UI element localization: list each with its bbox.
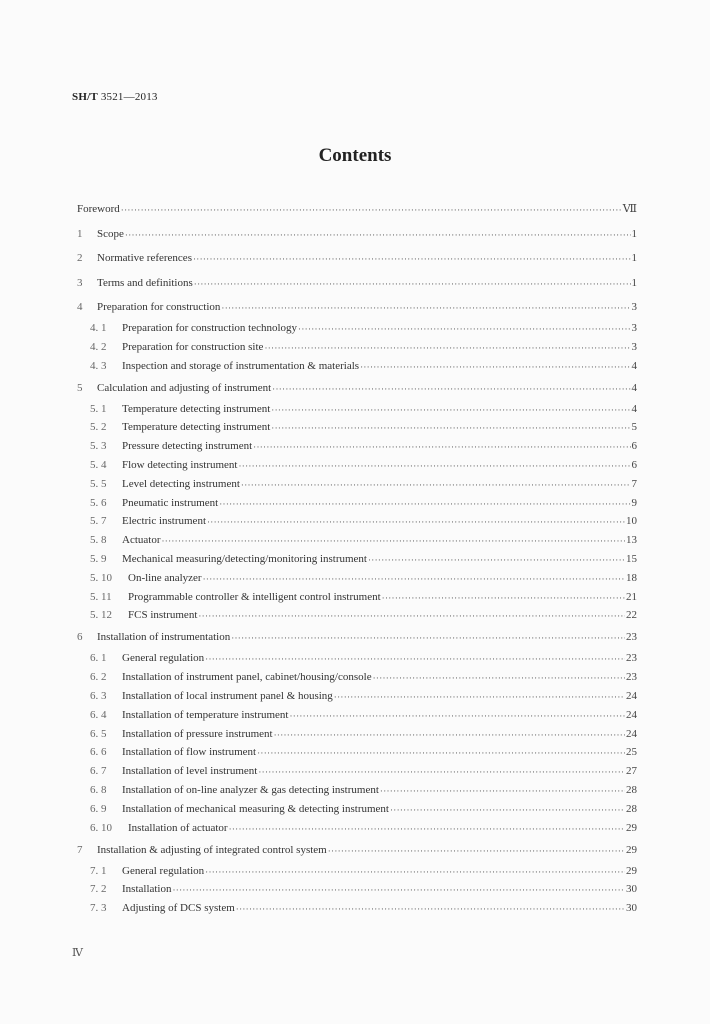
- toc-dot-leader: [368, 554, 625, 566]
- toc-entry-title: Inspection and storage of instrumentation & materials: [122, 359, 360, 372]
- toc-entry[interactable]: [90, 336, 637, 354]
- toc-entry-number: 7. 1: [90, 864, 107, 877]
- toc-entry-page: 6: [631, 459, 637, 471]
- toc-dot-leader: [203, 573, 625, 585]
- toc-entry-page: 29: [626, 821, 637, 834]
- toc-entry-title: Actuator: [122, 534, 161, 547]
- toc-entry[interactable]: [90, 454, 637, 472]
- toc-entry-title: Scope: [97, 227, 124, 240]
- document-code-number: 3521—2013: [100, 91, 158, 103]
- toc-dot-leader: [298, 323, 630, 335]
- toc-entry-page: 18: [626, 571, 637, 584]
- toc-entry-number: 6. 1: [90, 652, 107, 665]
- toc-entry[interactable]: [90, 704, 637, 722]
- toc-dot-leader: [264, 342, 630, 354]
- toc-dot-leader: [121, 204, 622, 216]
- toc-dot-leader: [205, 653, 625, 665]
- toc-entry-title: Installation of flow instrument: [122, 746, 257, 759]
- toc-entry[interactable]: [90, 567, 637, 585]
- toc-entry-title: Installation of instrument panel, cabinet/housing/console: [122, 671, 372, 684]
- toc-entry-title: Temperature detecting instrument: [122, 421, 271, 434]
- toc-entry[interactable]: [90, 817, 637, 835]
- toc-entry[interactable]: [90, 355, 637, 373]
- toc-entry[interactable]: [77, 296, 637, 314]
- toc-dot-leader: [257, 747, 625, 759]
- toc-dot-leader: [360, 361, 630, 373]
- toc-entry-title: Installation of on-line analyzer & gas detecting instrument: [122, 784, 379, 796]
- toc-entry-number: 2: [77, 252, 83, 264]
- toc-entry-page: 5: [631, 421, 637, 434]
- toc-entry[interactable]: [90, 398, 637, 416]
- toc-entry-page: 13: [626, 534, 637, 547]
- toc-entry-page: 9: [631, 496, 637, 509]
- toc-entry-title: Pneumatic instrument: [122, 496, 219, 509]
- document-code-prefix: SH/T: [72, 91, 98, 103]
- toc-entry[interactable]: [90, 317, 637, 335]
- toc-dot-leader: [125, 229, 631, 241]
- toc-entry-title: Pressure detecting instrument: [122, 440, 253, 453]
- toc-dot-leader: [207, 516, 625, 528]
- page-number: Ⅳ: [72, 947, 83, 959]
- toc-entry-title: Flow detecting instrument: [122, 459, 238, 471]
- toc-entry-number: 4. 3: [90, 359, 107, 372]
- toc-entry[interactable]: [90, 779, 637, 797]
- toc-entry-number: 5. 12: [90, 609, 112, 622]
- toc-entry-page: 23: [626, 631, 637, 644]
- toc-entry-title: Installation of level instrument: [122, 765, 258, 778]
- toc-dot-leader: [289, 710, 625, 722]
- toc-dot-leader: [390, 804, 625, 816]
- toc-entry-page: 28: [626, 802, 637, 815]
- toc-entry-title: Preparation for construction technology: [122, 322, 298, 334]
- toc-dot-leader: [271, 404, 630, 416]
- toc-entry[interactable]: [90, 860, 637, 878]
- toc-entry[interactable]: [77, 223, 637, 241]
- toc-entry-number: 6: [77, 631, 83, 644]
- toc-entry-page: 4: [631, 381, 637, 394]
- toc-entry[interactable]: [90, 760, 637, 778]
- toc-dot-leader: [193, 253, 631, 265]
- toc-entry[interactable]: [90, 529, 637, 547]
- toc-entry-title: Installation of temperature instrument: [122, 708, 289, 721]
- toc-dot-leader: [173, 884, 626, 896]
- toc-entry-number: 6. 4: [90, 708, 107, 721]
- toc-entry[interactable]: [90, 685, 637, 703]
- toc-entry-title: Preparation for construction: [97, 301, 221, 313]
- toc-entry-number: 5. 3: [90, 440, 107, 453]
- toc-entry-number: 6. 5: [90, 727, 107, 740]
- toc-entry-number: 1: [77, 227, 83, 240]
- toc-entry-page: 3: [631, 340, 637, 353]
- toc-entry-page: 3: [631, 301, 637, 313]
- toc-entry-title: Programmable controller & intelligent control instrument: [128, 590, 381, 603]
- toc-entry-number: 5. 8: [90, 534, 107, 547]
- toc-entry-title: FCS instrument: [128, 609, 198, 622]
- toc-entry-number: 5. 2: [90, 421, 107, 434]
- toc-entry-page: 21: [626, 590, 637, 603]
- toc-entry-page: 27: [626, 765, 637, 778]
- toc-entry-title: Electric instrument: [122, 515, 206, 528]
- toc-dot-leader: [274, 729, 625, 741]
- toc-entry[interactable]: [77, 377, 637, 395]
- toc-entry-page: Ⅶ: [622, 203, 637, 215]
- toc-entry-page: 4: [631, 402, 637, 415]
- toc-entry-number: 6. 2: [90, 671, 107, 684]
- toc-entry-page: 28: [626, 784, 637, 796]
- toc-entry-page: 25: [626, 746, 637, 759]
- toc-dot-leader: [241, 479, 631, 491]
- toc-entry-title: Installation: [122, 883, 172, 896]
- toc-entry-number: 5. 9: [90, 553, 107, 565]
- toc-entry-number: 3: [77, 276, 83, 289]
- toc-entry[interactable]: [90, 723, 637, 741]
- toc-entry-page: 24: [626, 708, 637, 721]
- toc-dot-leader: [198, 610, 625, 622]
- toc-entry-number: 6. 8: [90, 784, 107, 796]
- toc-dot-leader: [221, 302, 630, 314]
- toc-entry-number: 6. 6: [90, 746, 107, 759]
- toc-entry[interactable]: [90, 548, 637, 566]
- toc-dot-leader: [328, 845, 625, 857]
- toc-dot-leader: [194, 278, 631, 290]
- toc-entry-number: 5. 6: [90, 496, 107, 509]
- toc-dot-leader: [373, 672, 625, 684]
- toc-entry-number: 4. 2: [90, 340, 107, 353]
- toc-entry-number: 5. 4: [90, 459, 107, 471]
- toc-dot-leader: [219, 498, 630, 510]
- toc-entry-page: 22: [626, 609, 637, 622]
- toc-entry-page: 15: [626, 553, 637, 565]
- toc-entry[interactable]: [77, 839, 637, 857]
- toc-entry-title: General regulation: [122, 652, 205, 665]
- toc-entry-title: General regulation: [122, 864, 205, 877]
- toc-entry-title: Installation of local instrument panel & housing: [122, 690, 333, 702]
- toc-entry-page: 7: [631, 477, 637, 490]
- toc-entry-page: 1: [631, 252, 637, 264]
- toc-entry-page: 24: [626, 690, 637, 702]
- toc-entry-number: 6. 9: [90, 802, 107, 815]
- toc-entry-title: Installation of pressure instrument: [122, 727, 273, 740]
- toc-dot-leader: [161, 535, 625, 547]
- toc-entry-title: Foreword: [77, 203, 120, 215]
- toc-entry-number: 5. 5: [90, 477, 107, 490]
- toc-dot-leader: [238, 460, 630, 472]
- toc-entry-number: 7. 3: [90, 902, 107, 915]
- toc-entry[interactable]: [77, 247, 637, 265]
- toc-entry-number: 6. 10: [90, 821, 112, 834]
- toc-dot-leader: [231, 632, 625, 644]
- toc-entry-number: 6. 7: [90, 765, 107, 778]
- toc-entry[interactable]: [77, 272, 637, 290]
- toc-entry-title: Installation & adjusting of integrated control system: [97, 843, 327, 856]
- toc-dot-leader: [258, 766, 625, 778]
- toc-entry[interactable]: [90, 586, 637, 604]
- toc-entry-page: 1: [631, 227, 637, 240]
- toc-entry[interactable]: [90, 798, 637, 816]
- toc-dot-leader: [229, 823, 625, 835]
- toc-dot-leader: [382, 592, 625, 604]
- toc-entry[interactable]: [90, 666, 637, 684]
- page-title: Contents: [318, 145, 392, 166]
- toc-entry-number: 6. 3: [90, 690, 107, 702]
- toc-entry-page: 6: [631, 440, 637, 453]
- toc-entry-number: 5. 10: [90, 571, 112, 584]
- toc-entry-page: 3: [631, 322, 637, 334]
- toc-entry-page: 30: [626, 883, 637, 896]
- toc-entry[interactable]: [77, 626, 637, 644]
- toc-entry-number: 7: [77, 843, 83, 856]
- toc-entry-number: 5. 7: [90, 515, 107, 528]
- toc-entry-number: 5. 1: [90, 402, 107, 415]
- toc-dot-leader: [236, 903, 625, 915]
- toc-entry-number: 4: [77, 301, 83, 313]
- toc-dot-leader: [205, 866, 625, 878]
- toc-entry-title: Terms and definitions: [97, 276, 193, 289]
- toc-entry-title: Adjusting of DCS system: [122, 902, 235, 915]
- toc-entry-page: 10: [626, 515, 637, 528]
- toc-entry-title: Level detecting instrument: [122, 477, 240, 490]
- toc-entry-page: 29: [626, 864, 637, 877]
- toc-entry-number: 4. 1: [90, 322, 107, 334]
- toc-dot-leader: [253, 441, 630, 453]
- toc-entry[interactable]: [90, 878, 637, 896]
- toc-entry[interactable]: [77, 198, 637, 216]
- toc-entry-title: Temperature detecting instrument: [122, 402, 271, 415]
- toc-entry-title: Mechanical measuring/detecting/monitoring instrument: [122, 553, 367, 565]
- toc-entry[interactable]: [90, 510, 637, 528]
- toc-entry-page: 30: [626, 902, 637, 915]
- toc-entry-page: 23: [626, 671, 637, 684]
- toc-entry-number: 5: [77, 381, 83, 394]
- toc-entry-title: Installation of instrumentation: [97, 631, 231, 644]
- toc-entry-title: Installation of actuator: [128, 821, 228, 834]
- toc-entry-title: Installation of mechanical measuring & detecting instrument: [122, 802, 389, 815]
- toc-entry-page: 4: [631, 359, 637, 372]
- toc-entry-page: 23: [626, 652, 637, 665]
- toc-entry-number: 5. 11: [90, 590, 112, 603]
- toc-entry-title: Normative references: [97, 252, 192, 264]
- toc-entry[interactable]: [90, 741, 637, 759]
- toc-dot-leader: [334, 691, 625, 703]
- toc-entry-number: 7. 2: [90, 883, 107, 896]
- toc-entry-page: 1: [631, 276, 637, 289]
- toc-entry-page: 29: [626, 843, 637, 856]
- toc-dot-leader: [271, 422, 630, 434]
- toc-entry[interactable]: [90, 604, 637, 622]
- toc-entry-title: On-line analyzer: [128, 571, 202, 584]
- toc-entry[interactable]: [90, 416, 637, 434]
- toc-entry-title: Calculation and adjusting of instrument: [97, 381, 272, 394]
- toc-entry[interactable]: [90, 473, 637, 491]
- toc-dot-leader: [380, 785, 625, 797]
- toc-entry[interactable]: [90, 492, 637, 510]
- document-code: [72, 91, 158, 103]
- toc-entry[interactable]: [90, 435, 637, 453]
- toc-entry-title: Preparation for construction site: [122, 340, 264, 353]
- toc-entry[interactable]: [90, 647, 637, 665]
- toc-dot-leader: [272, 383, 630, 395]
- toc-entry-page: 24: [626, 727, 637, 740]
- toc-entry[interactable]: [90, 897, 637, 915]
